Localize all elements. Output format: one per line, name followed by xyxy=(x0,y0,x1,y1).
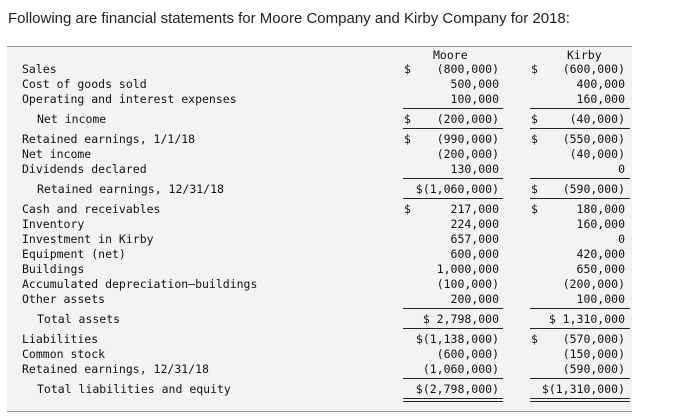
row-label: Total liabilities and equity xyxy=(37,382,231,396)
kirby-dollar-sign: $ xyxy=(531,182,538,196)
kirby-value: 100,000 xyxy=(576,292,625,306)
kirby-underline xyxy=(530,308,630,309)
table-row xyxy=(7,112,632,127)
kirby-value: 400,000 xyxy=(576,77,625,91)
row-label: Cost of goods sold xyxy=(22,77,147,91)
row-label: Other assets xyxy=(22,292,106,306)
intro-text: Following are financial statements for Moore Company and Kirby Company for 2018: xyxy=(8,10,570,27)
kirby-value: 160,000 xyxy=(576,217,625,231)
kirby-value: 160,000 xyxy=(576,92,625,106)
kirby-value: 180,000 xyxy=(576,202,625,216)
moore-value: 217,000 xyxy=(450,202,499,216)
kirby-double-underline xyxy=(530,401,630,402)
moore-column-header: Moore xyxy=(433,48,468,62)
kirby-value: (550,000) xyxy=(562,132,625,146)
row-label: Dividends declared xyxy=(22,162,147,176)
row-label: Liabilities xyxy=(22,332,99,346)
table-row xyxy=(7,132,632,147)
table-row xyxy=(7,217,632,232)
moore-dollar-sign: $ xyxy=(404,132,411,146)
row-label: Common stock xyxy=(22,347,106,361)
kirby-value: $ 1,310,000 xyxy=(548,312,625,326)
moore-value: 100,000 xyxy=(450,92,499,106)
moore-value: 657,000 xyxy=(450,232,499,246)
table-row xyxy=(7,277,632,292)
moore-value: (800,000) xyxy=(436,62,499,76)
table-row xyxy=(7,312,632,327)
kirby-dollar-sign: $ xyxy=(531,202,538,216)
table-row xyxy=(7,347,632,362)
table-row xyxy=(7,62,632,77)
table-row xyxy=(7,262,632,277)
kirby-dollar-sign: $ xyxy=(531,332,538,346)
moore-value: 130,000 xyxy=(450,162,499,176)
kirby-value: (570,000) xyxy=(562,332,625,346)
table-row xyxy=(7,92,632,107)
kirby-value: (40,000) xyxy=(569,112,625,126)
moore-value: (100,000) xyxy=(436,277,499,291)
table-row xyxy=(7,382,632,397)
moore-value: $(1,060,000) xyxy=(415,182,499,196)
moore-value: 500,000 xyxy=(450,77,499,91)
kirby-column-header: Kirby xyxy=(567,48,602,62)
kirby-value: (40,000) xyxy=(569,147,625,161)
moore-underline xyxy=(403,328,503,329)
table-row xyxy=(7,292,632,307)
kirby-underline xyxy=(530,108,630,109)
row-label: Sales xyxy=(22,62,57,76)
kirby-dollar-sign: $ xyxy=(531,62,538,76)
row-label: Net income xyxy=(22,147,92,161)
moore-dollar-sign: $ xyxy=(404,202,411,216)
kirby-dollar-sign: $ xyxy=(531,132,538,146)
table-row xyxy=(7,232,632,247)
row-label: Buildings xyxy=(22,262,85,276)
row-label: Retained earnings, 12/31/18 xyxy=(22,362,209,376)
kirby-dollar-sign: $ xyxy=(531,112,538,126)
kirby-value: 0 xyxy=(618,232,625,246)
moore-double-underline xyxy=(403,398,503,399)
moore-dollar-sign: $ xyxy=(404,62,411,76)
kirby-underline xyxy=(530,378,630,379)
row-label: Net income xyxy=(37,112,107,126)
kirby-value: $(1,310,000) xyxy=(541,382,625,396)
table-row xyxy=(7,162,632,177)
table-row xyxy=(7,332,632,347)
kirby-underline xyxy=(530,128,630,129)
row-label: Cash and receivables xyxy=(22,202,161,216)
moore-value: 1,000,000 xyxy=(436,262,499,276)
row-label: Accumulated depreciation—buildings xyxy=(22,277,258,291)
kirby-value: (600,000) xyxy=(562,62,625,76)
table-row xyxy=(7,362,632,377)
moore-value: (200,000) xyxy=(436,147,499,161)
kirby-value: 420,000 xyxy=(576,247,625,261)
row-label: Investment in Kirby xyxy=(22,232,154,246)
moore-underline xyxy=(403,128,503,129)
moore-value: (600,000) xyxy=(436,347,499,361)
row-label: Equipment (net) xyxy=(22,247,126,261)
kirby-underline xyxy=(530,198,630,199)
moore-double-underline xyxy=(403,401,503,402)
moore-value: 224,000 xyxy=(450,217,499,231)
row-label: Operating and interest expenses xyxy=(22,92,237,106)
moore-value: (200,000) xyxy=(436,112,499,126)
table-row xyxy=(7,247,632,262)
moore-value: (1,060,000) xyxy=(422,362,499,376)
kirby-underline xyxy=(530,328,630,329)
moore-dollar-sign: $ xyxy=(404,112,411,126)
kirby-value: (590,000) xyxy=(562,362,625,376)
moore-value: (990,000) xyxy=(436,132,499,146)
row-label: Retained earnings, 12/31/18 xyxy=(37,182,224,196)
moore-underline xyxy=(403,178,503,179)
table-row xyxy=(7,147,632,162)
row-label: Inventory xyxy=(22,217,85,231)
table-row xyxy=(7,182,632,197)
kirby-value: (200,000) xyxy=(562,277,625,291)
moore-underline xyxy=(403,198,503,199)
row-label: Total assets xyxy=(37,312,121,326)
row-label: Retained earnings, 1/1/18 xyxy=(22,132,196,146)
kirby-double-underline xyxy=(530,398,630,399)
moore-value: 600,000 xyxy=(450,247,499,261)
kirby-value: 0 xyxy=(618,162,625,176)
table-row xyxy=(7,202,632,217)
kirby-underline xyxy=(530,178,630,179)
moore-value: 200,000 xyxy=(450,292,499,306)
kirby-value: 650,000 xyxy=(576,262,625,276)
kirby-value: (150,000) xyxy=(562,347,625,361)
moore-underline xyxy=(403,378,503,379)
moore-value: $(2,798,000) xyxy=(415,382,499,396)
table-row xyxy=(7,77,632,92)
kirby-value: (590,000) xyxy=(562,182,625,196)
moore-value: $(1,138,000) xyxy=(415,332,499,346)
moore-underline xyxy=(403,108,503,109)
moore-value: $ 2,798,000 xyxy=(422,312,499,326)
moore-underline xyxy=(403,308,503,309)
